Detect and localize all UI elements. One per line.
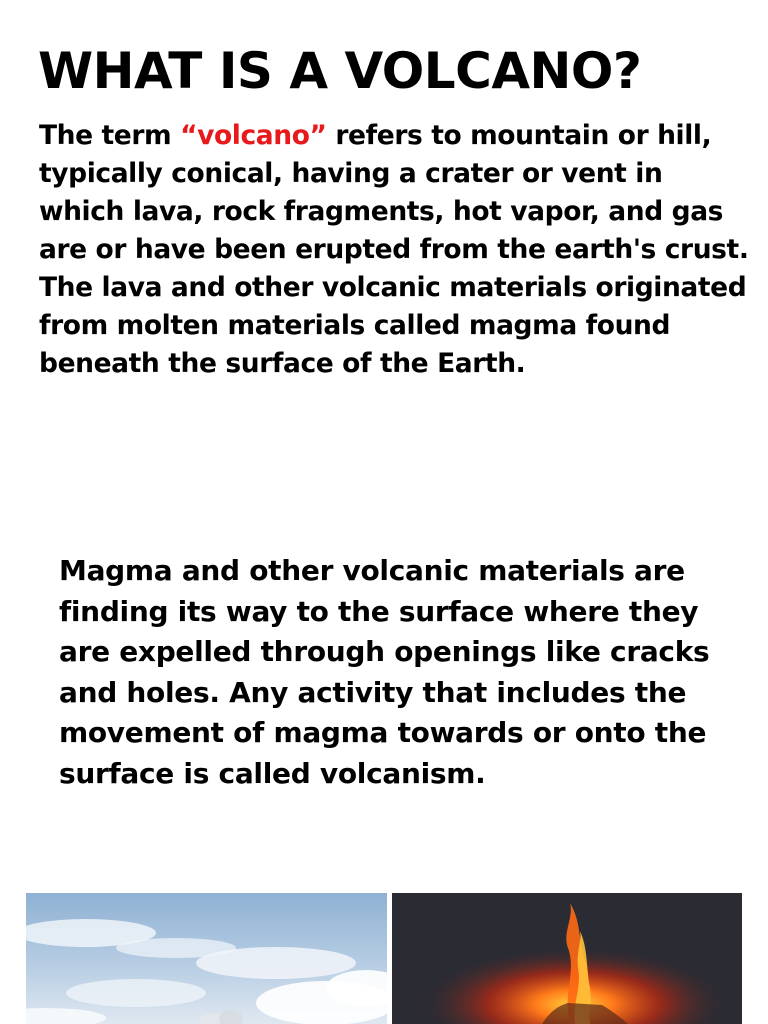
definition-text-end: refers to mountain or hill, typically conical, having a crater or vent in which lava, rock fragments, hot vapor, and gas are or have been erupted from the earth's crust. The lava and other volcanic materials originated from molten materials called magma found beneath the surface of the Earth.	[39, 120, 749, 379]
definition-text-start: The term	[39, 120, 181, 151]
definition-paragraph	[39, 117, 754, 383]
highlighted-term: “volcano”	[180, 120, 327, 151]
volcano-eruption-photo	[392, 893, 742, 1024]
volcanism-paragraph: Magma and other volcanic materials are finding its way to the surface where they are expelled through openings like cracks and holes. Any activity that includes the movement of magma towards or onto the surface is called volcanism.	[59, 554, 710, 790]
volcano-sky-photo	[26, 893, 387, 1024]
page-title: WHAT IS A VOLCANO?	[38, 42, 642, 100]
